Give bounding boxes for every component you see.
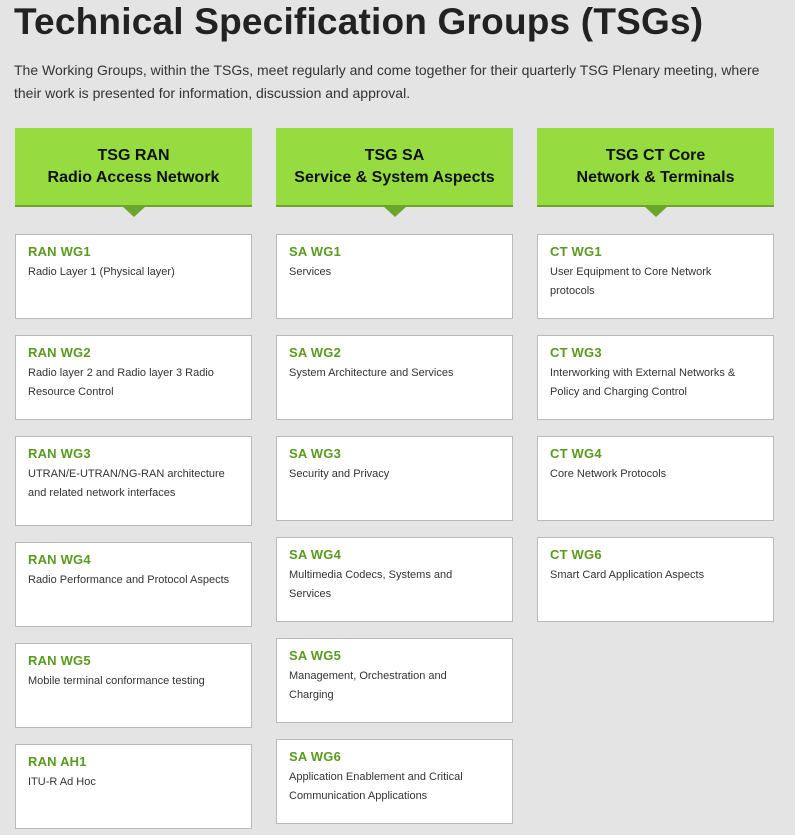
wg-card-sa-wg4[interactable] (276, 537, 513, 622)
wg-card-ran-wg2[interactable] (15, 335, 252, 420)
wg-card-ran-wg5[interactable] (15, 643, 252, 728)
tsg-ran-column (15, 128, 252, 788)
wg-description: Security and Privacy (289, 468, 390, 480)
tsg-ran-header[interactable] (15, 128, 252, 207)
wg-name: CT WG6 (550, 547, 602, 562)
wg-card-ran-wg3[interactable] (15, 436, 252, 526)
wg-description: Smart Card Application Aspects (550, 569, 705, 581)
wg-card-sa-wg5[interactable] (276, 638, 513, 723)
wg-name: CT WG3 (550, 345, 602, 360)
wg-card-ran-wg4[interactable] (15, 542, 252, 627)
wg-description: Application Enablement and Critical Communication Applications (289, 771, 463, 802)
wg-description: UTRAN/E-UTRAN/NG-RAN architecture and related network interfaces (28, 468, 225, 499)
wg-card-sa-wg6[interactable] (276, 739, 513, 824)
page-title: Technical Specification Groups (TSGs) (14, 1, 704, 42)
pointer-arrow-icon (383, 206, 407, 217)
tsg-ct-column (537, 128, 774, 581)
tsg-sa-header[interactable] (276, 128, 513, 207)
intro-paragraph: The Working Groups, within the TSGs, meet regularly and come together for their quarterly TSG Plenary meeting, where their work is presented for information, discussion and approval. (14, 62, 760, 101)
tsg-ct-subtitle: Network & Terminals (576, 168, 735, 186)
wg-name: RAN AH1 (28, 754, 87, 769)
wg-card-sa-wg2[interactable] (276, 335, 513, 420)
tsg-sa-subtitle: Service & System Aspects (294, 168, 495, 186)
wg-card-ran-ah1[interactable] (15, 744, 252, 829)
pointer-arrow-icon (644, 206, 668, 217)
wg-name: RAN WG4 (28, 552, 91, 567)
pointer-arrow-icon (122, 206, 146, 217)
wg-name: RAN WG5 (28, 653, 91, 668)
wg-description: ITU-R Ad Hoc (28, 776, 96, 788)
wg-name: RAN WG2 (28, 345, 91, 360)
wg-name: SA WG2 (289, 345, 342, 360)
wg-name: CT WG4 (550, 446, 602, 461)
wg-description: System Architecture and Services (289, 367, 454, 379)
wg-description: Multimedia Codecs, Systems and Services (289, 569, 453, 600)
wg-card-ct-wg1[interactable] (537, 234, 774, 319)
wg-name: SA WG6 (289, 749, 342, 764)
tsg-ran-title: TSG RAN (97, 146, 170, 164)
tsg-ran-subtitle: Radio Access Network (47, 168, 220, 186)
wg-description: Radio Layer 1 (Physical layer) (28, 266, 175, 278)
wg-name: SA WG4 (289, 547, 342, 562)
wg-card-ran-wg1[interactable] (15, 234, 252, 319)
wg-name: SA WG5 (289, 648, 342, 663)
wg-name: CT WG1 (550, 244, 602, 259)
wg-name: SA WG1 (289, 244, 342, 259)
wg-name: RAN WG3 (28, 446, 91, 461)
wg-description: Interworking with External Networks & Policy and Charging Control (550, 367, 736, 398)
tsg-sa-title: TSG SA (364, 146, 425, 164)
tsg-ct-title: TSG CT Core (605, 146, 706, 164)
wg-description: Services (289, 266, 332, 278)
wg-name: SA WG3 (289, 446, 342, 461)
wg-description: Management, Orchestration and Charging (289, 670, 447, 701)
wg-description: User Equipment to Core Network protocols (550, 266, 712, 297)
tsg-ct-header[interactable] (537, 128, 774, 207)
wg-card-ct-wg6[interactable] (537, 537, 774, 622)
wg-description: Radio layer 2 and Radio layer 3 Radio Resource Control (28, 367, 214, 398)
wg-description: Mobile terminal conformance testing (28, 675, 205, 687)
wg-description: Radio Performance and Protocol Aspects (28, 574, 230, 586)
tsg-sa-column (276, 128, 513, 802)
wg-card-ct-wg3[interactable] (537, 335, 774, 420)
wg-description: Core Network Protocols (550, 468, 667, 480)
wg-name: RAN WG1 (28, 244, 91, 259)
wg-card-ct-wg4[interactable] (537, 436, 774, 521)
wg-card-sa-wg1[interactable] (276, 234, 513, 319)
wg-card-sa-wg3[interactable] (276, 436, 513, 521)
